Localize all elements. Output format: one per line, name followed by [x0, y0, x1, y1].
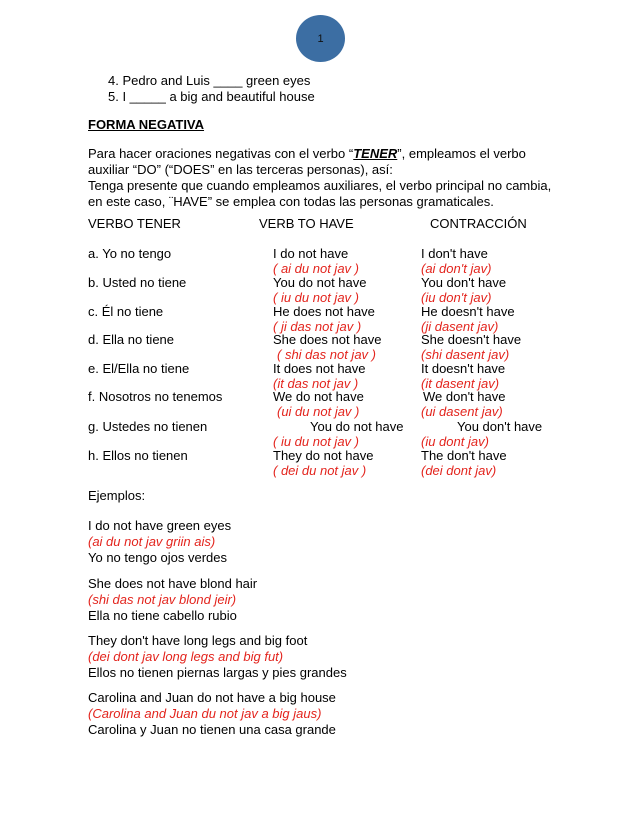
- contraction-form: It doesn't have: [421, 361, 506, 376]
- contraction-pronunciation: (ji dasent jav): [421, 319, 499, 334]
- intro-line: auxiliar “DO” (“DOES” en las terceras personas), así:: [88, 162, 393, 177]
- pronunciation-row: [0, 404, 638, 420]
- english-pronunciation: ( shi das not jav ): [277, 347, 376, 362]
- english-pronunciation: ( ji das not jav ): [273, 319, 362, 334]
- contraction-pronunciation: (it dasent jav): [421, 376, 500, 391]
- example-english: She does not have blond hair: [88, 576, 258, 591]
- english-form: He does not have: [273, 304, 375, 319]
- list-item: 4. Pedro and Luis ____ green eyes: [108, 73, 311, 88]
- contraction-form: We don't have: [423, 389, 506, 404]
- spanish-form: c. Él no tiene: [88, 304, 164, 319]
- example-spanish: Yo no tengo ojos verdes: [88, 550, 228, 565]
- column-header: CONTRACCIÓN: [430, 216, 527, 231]
- table-row: [0, 246, 638, 262]
- example-spanish: Ellos no tienen piernas largas y pies grandes: [88, 665, 347, 680]
- verb-tener: TENER: [353, 146, 398, 161]
- contraction-pronunciation: (ui dasent jav): [421, 404, 503, 419]
- intro-line: en este caso, ¨HAVE” se emplea con todas las personas gramaticales.: [88, 194, 494, 209]
- english-pronunciation: (ui du not jav ): [277, 404, 360, 419]
- example-pronunciation: (shi das not jav blond jeir): [88, 592, 237, 607]
- contraction-pronunciation: (dei dont jav): [421, 463, 497, 478]
- table-row: [0, 419, 638, 435]
- table-row: [0, 448, 638, 464]
- contraction-form: The don't have: [421, 448, 507, 463]
- spanish-form: g. Ustedes no tienen: [88, 419, 208, 434]
- intro-line: Para hacer oraciones negativas con el verbo “TENER”, empleamos el verbo: [88, 146, 526, 161]
- page-number: 1: [317, 32, 324, 45]
- contraction-form: He doesn't have: [421, 304, 515, 319]
- english-pronunciation: ( dei du not jav ): [273, 463, 367, 478]
- table-row: [0, 304, 638, 320]
- example-english: They don't have long legs and big foot: [88, 633, 308, 648]
- table-header: [0, 216, 638, 232]
- english-pronunciation: ( ai du not jav ): [273, 261, 359, 276]
- english-pronunciation: (it das not jav ): [273, 376, 359, 391]
- section-heading: FORMA NEGATIVA: [88, 117, 205, 132]
- spanish-form: h. Ellos no tienen: [88, 448, 188, 463]
- table-row: [0, 332, 638, 348]
- intro-line: Tenga presente que cuando empleamos auxiliares, el verbo principal no cambia,: [88, 178, 552, 193]
- english-form: They do not have: [273, 448, 374, 463]
- example-spanish: Carolina y Juan no tienen una casa grande: [88, 722, 336, 737]
- example-english: Carolina and Juan do not have a big house: [88, 690, 336, 705]
- contraction-form: You don't have: [457, 419, 543, 434]
- examples-title: Ejemplos:: [88, 488, 146, 503]
- english-form: I do not have: [273, 246, 349, 261]
- example-english: I do not have green eyes: [88, 518, 232, 533]
- english-form: It does not have: [273, 361, 366, 376]
- contraction-pronunciation: (ai don't jav): [421, 261, 492, 276]
- spanish-form: b. Usted no tiene: [88, 275, 187, 290]
- table-row: [0, 389, 638, 405]
- contraction-pronunciation: (iu dont jav): [421, 434, 489, 449]
- contraction-form: She doesn't have: [421, 332, 522, 347]
- contraction-form: I don't have: [421, 246, 488, 261]
- english-form: You do not have: [310, 419, 404, 434]
- english-pronunciation: ( iu du not jav ): [273, 434, 359, 449]
- example-pronunciation: (ai du not jav griin ais): [88, 534, 216, 549]
- english-form: We do not have: [273, 389, 364, 404]
- example-pronunciation: (dei dont jav long legs and big fut): [88, 649, 284, 664]
- spanish-form: e. El/Ella no tiene: [88, 361, 190, 376]
- spanish-form: d. Ella no tiene: [88, 332, 175, 347]
- column-header: VERBO TENER: [88, 216, 181, 231]
- column-header: VERB TO HAVE: [259, 216, 354, 231]
- english-form: She does not have: [273, 332, 382, 347]
- contraction-form: You don't have: [421, 275, 507, 290]
- contraction-pronunciation: (iu don't jav): [421, 290, 492, 305]
- table-row: [0, 275, 638, 291]
- spanish-form: a. Yo no tengo: [88, 246, 172, 261]
- english-form: You do not have: [273, 275, 367, 290]
- pronunciation-row: [0, 463, 638, 479]
- contraction-pronunciation: (shi dasent jav): [421, 347, 510, 362]
- table-row: [0, 361, 638, 377]
- spanish-form: f. Nosotros no tenemos: [88, 389, 223, 404]
- example-spanish: Ella no tiene cabello rubio: [88, 608, 237, 623]
- example-pronunciation: (Carolina and Juan du not jav a big jaus): [88, 706, 322, 721]
- english-pronunciation: ( iu du not jav ): [273, 290, 359, 305]
- page-number-badge: [296, 15, 345, 62]
- list-item: 5. I _____ a big and beautiful house: [108, 89, 315, 104]
